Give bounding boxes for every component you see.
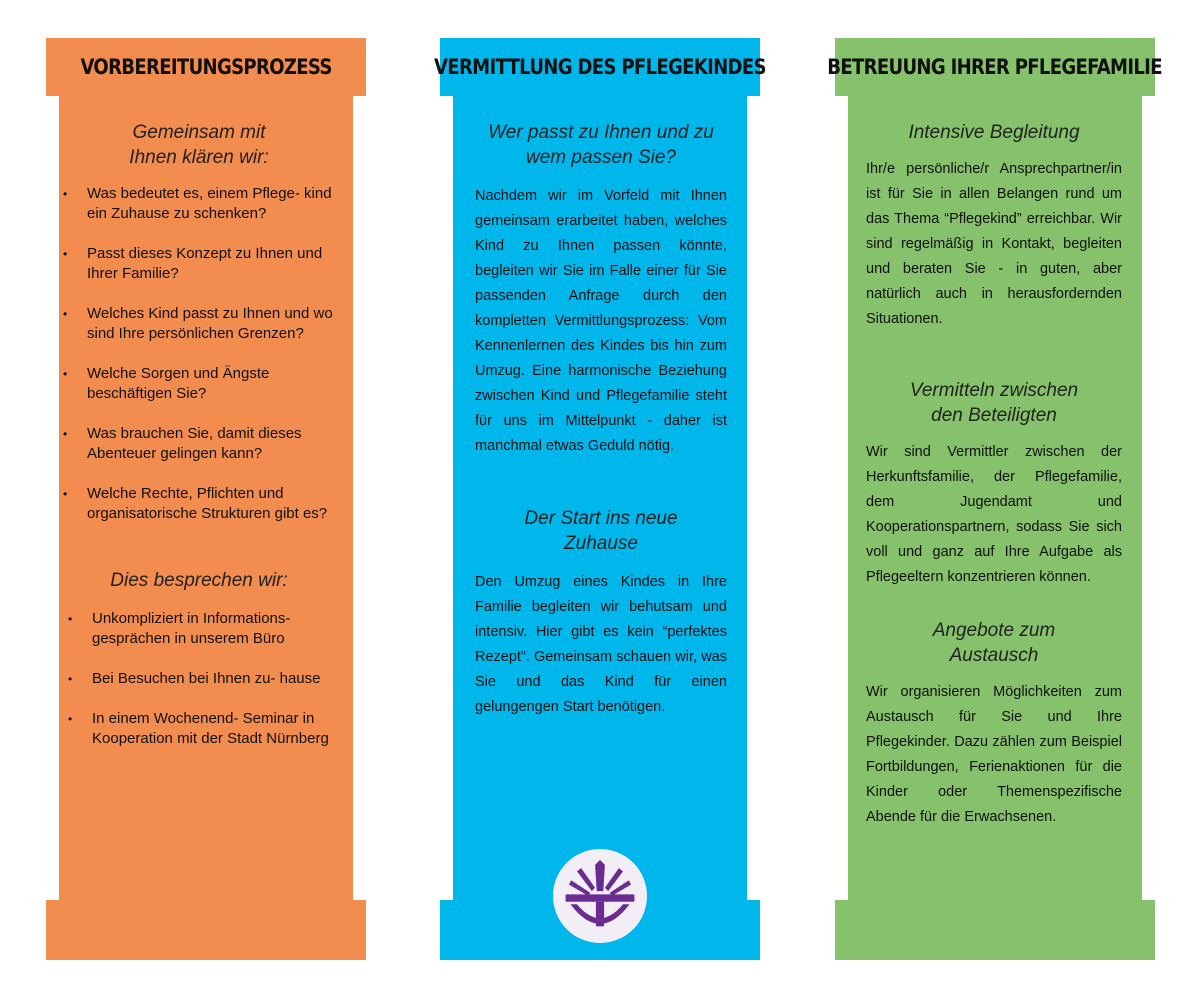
list-item: • Was bedeutet es, einem Pflege- kind ein Zuhause zu schenken? — [61, 184, 337, 224]
question-list — [61, 184, 337, 524]
column-betreuung — [827, 38, 1163, 960]
list-item: • Welche Sorgen und Ängste beschäftigen Sie? — [61, 364, 337, 404]
list-item: • Passt dieses Konzept zu Ihnen und Ihrer Familie? — [61, 244, 337, 284]
section-text: Ihr/e persönliche/r Ansprechpartner/in ist für Sie in allen Belangen rund um das Thema “Pflegekind” erreichbar. Wir sind regelmäßig in Kontakt, begleiten und beraten Sie - in guten, aber natürlich auch in herausfordernden Situationen. — [866, 161, 1122, 327]
caritas-cross-logo — [553, 849, 647, 943]
section-text: Nachdem wir im Vorfeld mit Ihnen gemeinsam erarbeitet haben, welches Kind zu Ihnen passen könnte, begleiten wir Sie im Falle einer für Sie passenden Anfrage durch den kompletten Vermittlungsprozess: Vom Kennenlernen des Kindes bis hin zum Umzug. Eine harmonische Beziehung zwischen Kind und Pflegefamilie steht für uns im Mittelpunkt - daher ist manchmal etwas Geduld nötig. — [475, 188, 727, 454]
format-list — [61, 609, 337, 749]
list-item: • Welche Rechte, Pflichten und organisatorische Strukturen gibt es? — [61, 484, 337, 524]
list-item: • In einem Wochenend- Seminar in Kooperation mit der Stadt Nürnberg — [66, 709, 337, 749]
section-heading: Angebote zum Austausch — [932, 620, 1056, 666]
list-item: • Welches Kind passt zu Ihnen und wo sind Ihre persönlichen Grenzen? — [61, 304, 337, 344]
section-text: Den Umzug eines Kindes in Ihre Familie begleiten wir behutsam und intensiv. Hier gibt es kein “perfektes Rezept”. Gemeinsam schauen wir, was Sie und das Kind für einen gelungengen Start benötigen. — [475, 574, 727, 715]
section-text: Wir organisieren Möglichkeiten zum Austausch für Sie und Ihre Pflegekinder. Dazu zählen zum Beispiel Fortbildungen, Ferienaktionen für die Kinder oder Themenspezifische Abende für die Erwachsenen. — [866, 684, 1122, 825]
column-title: VERMITTLUNG DES PFLEGEKINDES — [434, 55, 766, 79]
section-heading: Wer passt zu Ihnen und zu wem passen Sie? — [488, 122, 714, 168]
caritas-cross-icon — [559, 855, 641, 937]
section-heading: Der Start ins neue Zuhause — [524, 508, 678, 554]
list-item: • Was brauchen Sie, damit dieses Abenteuer gelingen kann? — [61, 424, 337, 464]
section-heading: Intensive Begleitung — [908, 122, 1080, 143]
list-item: • Bei Besuchen bei Ihnen zu- hause — [66, 669, 337, 689]
column-title: BETREUUNG IHRER PFLEGEFAMILIE — [827, 55, 1163, 79]
section-heading: Dies besprechen wir: — [110, 570, 288, 591]
column-vorbereitungsprozess — [46, 38, 366, 960]
column-header — [827, 38, 1163, 96]
list-item: • Unkompliziert in Informations- gesprächen in unserem Büro — [66, 609, 337, 649]
section-heading: Gemeinsam mit Ihnen klären wir: — [129, 122, 269, 168]
column-vermittlung — [434, 38, 766, 960]
column-header — [46, 38, 366, 96]
section-heading: Vermitteln zwischen den Beteiligten — [909, 380, 1079, 426]
section-text: Wir sind Vermittler zwischen der Herkunftsfamilie, der Pflegefamilie, dem Jugendamt und Kooperationspartnern, sodass Sie sich voll und ganz auf Ihre Aufgabe als Pflegeeltern konzentrieren können. — [866, 444, 1122, 585]
column-title: VORBEREITUNGSPROZESS — [80, 55, 332, 79]
column-header — [434, 38, 766, 96]
